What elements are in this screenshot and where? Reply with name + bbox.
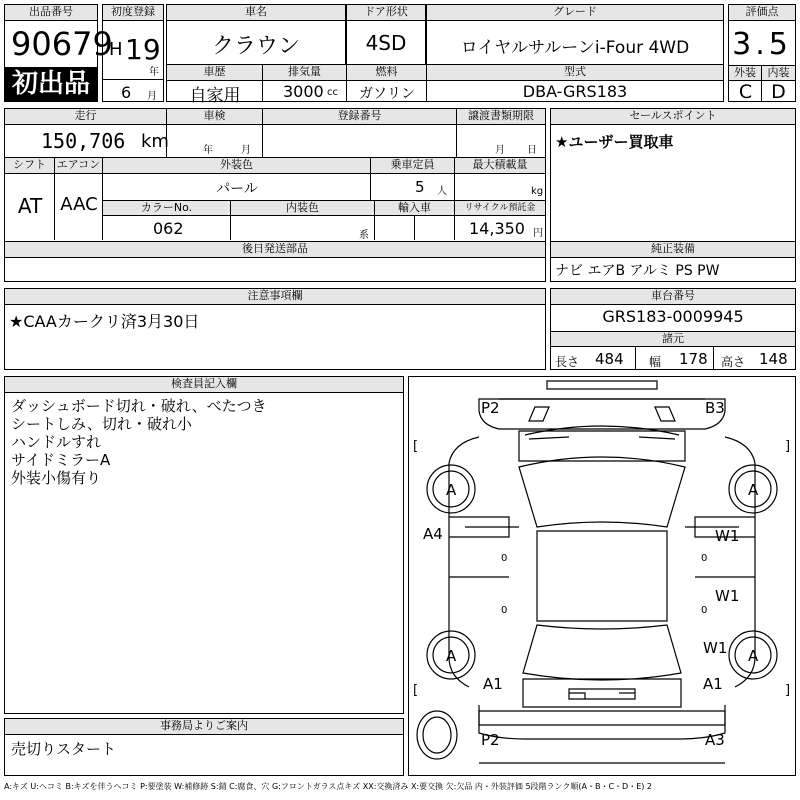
office-label: 事務局よりご案内 — [5, 719, 403, 735]
first-registration-block — [102, 4, 164, 102]
ac: AAC — [60, 194, 98, 215]
year-unit: 年 — [149, 67, 159, 78]
notes-block — [4, 288, 546, 370]
mark-w1-rear: W1 — [703, 639, 728, 657]
recycle: 14,350 — [469, 219, 525, 238]
mark-zero: 0 — [701, 605, 708, 616]
capacity: 5 — [415, 178, 425, 196]
chassis-label: 車台番号 — [551, 289, 795, 305]
displacement-label: 排気量 — [263, 65, 347, 81]
displacement: 3000 — [283, 82, 324, 101]
mileage-unit: km — [141, 131, 169, 152]
int-grade-label: 内装 — [762, 65, 795, 81]
equipment-label: 純正装備 — [551, 242, 795, 258]
ext-color: パール — [216, 181, 258, 197]
reg-no-label: 登録番号 — [263, 109, 457, 125]
mileage-table — [4, 108, 546, 158]
score: 3.5 — [732, 27, 792, 62]
grade: ロイヤルサルーンi-Four 4WD — [460, 38, 690, 58]
ext-grade: C — [738, 81, 753, 103]
history: 自家用 — [189, 86, 241, 106]
car-name-label: 車名 — [167, 5, 345, 21]
dims-label: 諸元 — [551, 331, 795, 347]
mark-p2-bottom: P2 — [481, 731, 500, 749]
capacity-unit: 人 — [437, 186, 447, 197]
lot-number-block — [4, 4, 113, 102]
length: 484 — [595, 350, 624, 368]
mark-zero: 0 — [701, 553, 708, 564]
width-label: 幅 — [649, 355, 662, 369]
notes-label: 注意事項欄 — [5, 289, 545, 305]
mark-wheel-fr: A — [748, 481, 759, 499]
notes-text: ★CAAカークリ済3月30日 — [9, 312, 200, 331]
bracket-right: ] — [785, 683, 791, 698]
lot-number: 90679 — [11, 25, 113, 63]
spec-row — [166, 64, 724, 106]
history-label: 車歴 — [167, 65, 263, 81]
mark-wheel-fl: A — [446, 481, 457, 499]
import-label: 輸入車 — [375, 200, 455, 216]
int-color-unit: 系 — [359, 230, 369, 241]
chassis-number: GRS183-0009945 — [602, 307, 744, 326]
height-label: 高さ — [721, 355, 746, 369]
office-text: 売切りスタート — [11, 740, 117, 758]
car-name: クラウン — [211, 34, 300, 59]
equipment-block — [550, 242, 796, 282]
year: 19 — [125, 33, 161, 66]
bracket-left: [ — [413, 683, 419, 698]
max-load-unit: kg — [531, 186, 544, 197]
grade-block — [426, 4, 724, 66]
shift: AT — [17, 194, 43, 218]
max-load-label: 最大積載量 — [455, 158, 545, 174]
mark-b3-top: B3 — [705, 399, 725, 417]
sales-point-label: セールスポイント — [551, 109, 795, 125]
damage-diagram — [408, 376, 796, 776]
inspection-month-unit: 月 — [241, 145, 251, 156]
mark-a4: A4 — [423, 525, 443, 543]
first-reg-label: 初度登録 — [103, 5, 163, 21]
legend: A:キズ U:ヘコミ B:キズを伴うヘコミ P:要塗装 W:補修跡 S:錆 C:腐食、穴 G:フロントガラス点キズ XX:交換済み X:要交換 欠:欠品 内・外装評価 5段階ランク順(A・B・C・D・E) 2 — [4, 782, 653, 791]
inspector-line: シートしみ、切れ・破れ小 — [11, 415, 192, 433]
mark-a3-bottom: A3 — [705, 731, 725, 749]
inspector-block — [4, 376, 404, 714]
bracket-left: [ — [413, 439, 419, 454]
mark-zero: 0 — [501, 553, 508, 564]
inspection-label: 車検 — [167, 109, 263, 125]
inspector-line: ハンドルすれ — [11, 433, 102, 451]
grade-label: グレード — [427, 5, 723, 21]
bracket-right: ] — [785, 439, 791, 454]
sales-point-block — [550, 108, 796, 242]
score-label: 評価点 — [729, 5, 795, 21]
door-type: 4SD — [365, 31, 407, 55]
transfer-day-unit: 日 — [527, 145, 537, 156]
mark-w1-mid: W1 — [715, 587, 740, 605]
inspector-label: 検査員記入欄 — [5, 377, 403, 393]
shift-label: シフト — [5, 158, 55, 174]
door-label: ドア形状 — [347, 5, 425, 21]
length-label: 長さ — [555, 355, 580, 369]
mileage: 150,706 — [41, 129, 126, 153]
int-color-label: 内装色 — [231, 200, 375, 216]
month: 6 — [121, 83, 132, 102]
era: H — [109, 39, 123, 60]
transfer-label: 譲渡書類期限 — [457, 109, 545, 125]
car-name-block — [166, 4, 346, 66]
month-unit: 月 — [147, 91, 157, 102]
car-outline — [409, 377, 795, 775]
height: 148 — [759, 350, 788, 368]
capacity-label: 乗車定員 — [371, 158, 455, 174]
fuel-label: 燃料 — [347, 65, 427, 81]
mark-w1-front: W1 — [715, 527, 740, 545]
color-table — [4, 158, 546, 242]
mark-wheel-rr: A — [748, 647, 759, 665]
mark-p2-top: P2 — [481, 399, 500, 417]
color-no: 062 — [153, 219, 184, 238]
equipment: ナビ エアB アルミ PS PW — [555, 263, 720, 279]
inspection-year-unit: 年 — [203, 145, 213, 156]
sales-point: ★ユーザー買取車 — [555, 133, 674, 151]
door-block — [346, 4, 426, 66]
recycle-label: リサイクル預託金 — [455, 200, 545, 216]
ext-color-label: 外装色 — [103, 158, 371, 174]
recycle-unit: 円 — [533, 228, 543, 239]
ext-grade-label: 外装 — [729, 65, 762, 81]
displacement-unit: cc — [327, 87, 338, 98]
model-label: 型式 — [427, 65, 723, 81]
transfer-month-unit: 月 — [495, 145, 505, 156]
mileage-label: 走行 — [5, 109, 167, 125]
fuel: ガソリン — [359, 86, 415, 102]
model: DBA-GRS183 — [522, 82, 628, 101]
inspector-line: ダッシュボード切れ・破れ、べたつき — [11, 397, 267, 415]
later-parts-label: 後日発送部品 — [5, 242, 545, 258]
inspector-line: 外装小傷有り — [11, 469, 102, 487]
mark-wheel-rl: A — [446, 647, 457, 665]
lot-number-label: 出品番号 — [5, 5, 97, 21]
mark-zero: 0 — [501, 605, 508, 616]
ac-label: エアコン — [55, 158, 103, 174]
mark-a1-left: A1 — [483, 675, 503, 693]
score-block — [728, 4, 796, 102]
first-listing-badge: 初出品 — [5, 67, 97, 101]
later-parts-block — [4, 242, 546, 282]
width: 178 — [679, 350, 708, 368]
int-grade: D — [771, 81, 786, 103]
office-block — [4, 718, 404, 776]
color-no-label: カラーNo. — [103, 200, 231, 216]
inspector-line: サイドミラーA — [11, 451, 111, 469]
chassis-block — [550, 288, 796, 370]
mark-a1-right: A1 — [703, 675, 723, 693]
